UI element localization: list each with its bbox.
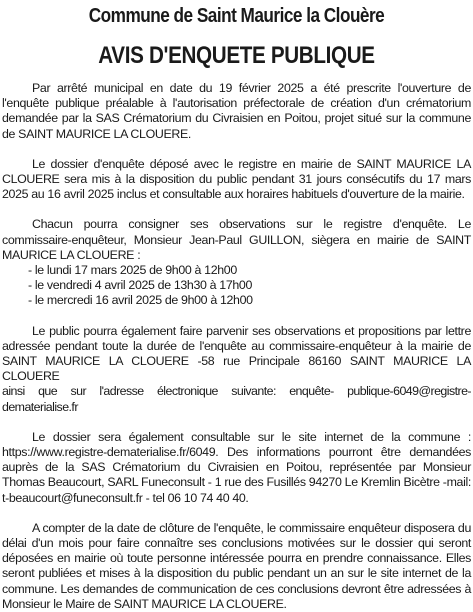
- paragraph-correspondence: [2, 324, 471, 415]
- paragraph-decree: Par arrêté municipal en date du 19 février 2025 a été prescrite l'ouverture de l'enquête publique préalable à l'autorisation préfectorale de création d'un crématorium demandée par la SAS Crématorium du Civraisien en Poitou, projet situé sur la commune de SAINT MAURICE LA CLOUERE.: [2, 81, 471, 141]
- notice-body: [2, 81, 471, 612]
- paragraph-dossier: Le dossier d'enquête déposé avec le registre en mairie de SAINT MAURICE LA CLOUERE sera mis à la disposition du public pendant 31 jours consécutifs du 17 mars 2025 au 16 avril 2025 inclus et consultable aux horaires habituels d'ouverture de la mairie.: [2, 156, 471, 202]
- list-item: - le lundi 17 mars 2025 de 9h00 à 12h00: [28, 263, 237, 278]
- notice-title: AVIS D'ENQUETE PUBLIQUE: [98, 42, 375, 69]
- correspondence-email: ainsi que sur l'adresse électronique suivante: enquête- publique-6049@registre-dematerialise.fr: [2, 384, 471, 414]
- correspondence-text: Le public pourra également faire parvenir ses observations et propositions par lettre adressée pendant toute la durée de l'enquête au commissaire-enquêteur à la mairie de SAINT MAURICE LA CLOUERE -58 rue Principale 86160 SAINT MAURICE LA CLOUERE: [2, 323, 471, 384]
- permanences-list: [2, 263, 471, 309]
- commune-heading: Commune de Saint Maurice la Clouère: [88, 5, 385, 27]
- paragraph-permanences: [2, 217, 471, 308]
- paragraph-conclusions: A compter de la date de clôture de l'enquête, le commissaire enquêteur disposera du délai d'un mois pour faire connaître ses conclusions motivées sur le dossier qui seront déposées en mairie où toute personne intéressée pourra en prendre connaissance. Elles seront publiées et mises à la disposition du public pendant un an sur le site internet de la commune. Les demandes de communication de ces conclusions devront être adressées à Monsieur le Maire de SAINT MAURICE LA CLOUERE.: [2, 520, 471, 611]
- list-item: - le mercredi 16 avril 2025 de 9h00 à 12h00: [28, 293, 253, 308]
- paragraph-website: Le dossier sera également consultable sur le site internet de la commune : https://www.registre-dematerialise.fr/6049. Des informations pourront être demandées auprès de la SAS Crématorium du Civraisien en Poitou, représentée par Monsieur Thomas Beaucourt, SARL Funeconsult - 1 rue des Fusillés 94270 Le Kremlin Bicètre -mail: t-beaucourt@funeconsult.fr - tel 06 10 74 40 40.: [2, 429, 471, 505]
- list-item: - le vendredi 4 avril 2025 de 13h30 à 17h00: [28, 278, 252, 293]
- permanences-intro: Chacun pourra consigner ses observations sur le registre d'enquête. Le commissaire-enquêteur, Monsieur Jean-Paul GUILLON, siègera en mairie de SAINT MAURICE LA CLOUERE :: [2, 217, 471, 262]
